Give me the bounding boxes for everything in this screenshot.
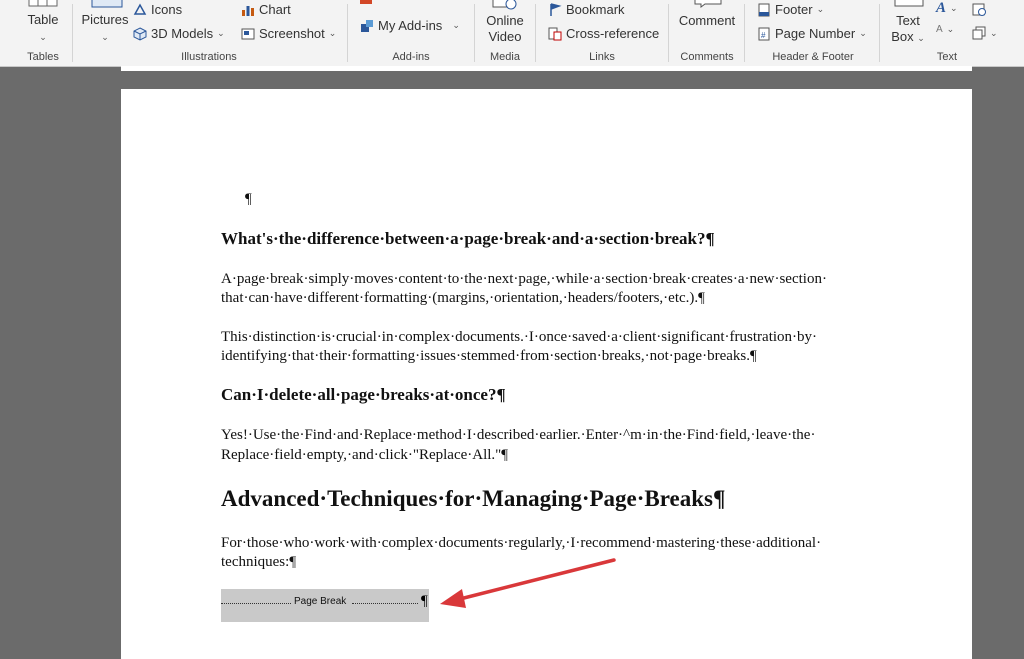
get-addins-icon bbox=[360, 0, 372, 4]
links-group bbox=[536, 0, 668, 66]
icons-button[interactable] bbox=[133, 2, 182, 17]
pictures-button[interactable] bbox=[79, 12, 131, 45]
page-number-icon bbox=[757, 27, 771, 41]
paragraph-line: For·those·who·work·with·complex·documents·regularly,·I·recommend·mastering·these·additional· bbox=[221, 535, 822, 551]
page-break-dotted-line bbox=[221, 603, 291, 604]
illustrations-group-label: Illustrations bbox=[181, 51, 237, 63]
comment-button[interactable] bbox=[673, 13, 741, 29]
ribbon-insert-tab bbox=[0, 0, 1024, 67]
empty-paragraph-mark: ¶ bbox=[245, 191, 252, 207]
comments-group-label: Comments bbox=[680, 51, 734, 63]
media-group bbox=[475, 0, 535, 66]
media-group-label: Media bbox=[490, 51, 520, 63]
object-icon bbox=[972, 26, 986, 40]
text-group bbox=[880, 0, 1024, 66]
addins-group bbox=[348, 0, 474, 66]
comments-group bbox=[669, 0, 744, 66]
page-number-label: Page Number bbox=[775, 26, 856, 41]
chevron-down-icon: ⌄ bbox=[917, 33, 925, 43]
header-footer-group-label: Header & Footer bbox=[772, 51, 854, 63]
text-box-button[interactable] bbox=[888, 13, 928, 46]
links-group-label: Links bbox=[589, 51, 615, 63]
text-label: Text bbox=[896, 13, 920, 28]
page-break-marker[interactable] bbox=[221, 589, 429, 622]
addins-icon bbox=[360, 19, 374, 33]
chevron-down-icon: ⌄ bbox=[452, 20, 460, 30]
wordart-icon: A bbox=[936, 0, 947, 16]
chevron-down-icon: ⌄ bbox=[950, 3, 958, 13]
paragraph-line: techniques:¶ bbox=[221, 554, 297, 570]
page-break-dotted-line bbox=[352, 603, 418, 604]
icons-icon bbox=[133, 3, 147, 17]
comment-icon bbox=[693, 0, 723, 8]
footer-button[interactable] bbox=[757, 2, 824, 17]
table-label: Table bbox=[27, 12, 59, 27]
paragraph-line: that·can·have·different·formatting·(margins,·orientation,·headers/footers,·etc.).¶ bbox=[221, 290, 705, 306]
cube-icon bbox=[133, 27, 147, 41]
wordart-button[interactable] bbox=[936, 0, 958, 17]
date-time-icon bbox=[972, 2, 986, 16]
chevron-down-icon: ⌄ bbox=[859, 28, 867, 38]
chevron-down-icon: ⌄ bbox=[39, 32, 47, 42]
table-icon bbox=[28, 0, 58, 8]
heading-delete-breaks: Can·I·delete·all·page·breaks·at·once?¶ bbox=[221, 385, 506, 404]
chevron-down-icon: ⌄ bbox=[328, 28, 337, 38]
screenshot-icon bbox=[241, 27, 255, 41]
page-number-button[interactable] bbox=[757, 26, 867, 41]
paragraph-line: Replace·field·empty,·and·click·"Replace·All."¶ bbox=[221, 447, 509, 463]
pictures-label: Pictures bbox=[81, 12, 129, 27]
3d-models-button[interactable] bbox=[133, 26, 225, 41]
online-video-icon bbox=[491, 0, 517, 10]
3d-models-label: 3D Models bbox=[151, 26, 214, 41]
illustrations-group bbox=[73, 0, 347, 66]
drop-cap-icon: A bbox=[936, 24, 943, 35]
video-label: Video bbox=[488, 29, 522, 44]
paragraph-line: A·page·break·simply·moves·content·to·the·next·page,·while·a·section·break·creates·a·new·section· bbox=[221, 271, 827, 287]
cross-reference-icon bbox=[548, 27, 562, 41]
page-break-label: Page Break bbox=[294, 596, 347, 607]
chart-button[interactable] bbox=[241, 2, 291, 17]
previous-page-edge bbox=[121, 66, 972, 71]
paragraph-line: identifying·that·their·formatting·issues·stemmed·from·section·breaks,·not·page·breaks.¶ bbox=[221, 348, 757, 364]
footer-label: Footer bbox=[775, 2, 813, 17]
text-box-icon bbox=[894, 0, 924, 8]
paragraph-line: Yes!·Use·the·Find·and·Replace·method·I·described·earlier.·Enter·^m·in·the·Find·field,·leave·the· bbox=[221, 427, 816, 443]
heading-advanced-techniques: Advanced·Techniques·for·Managing·Page·Breaks¶ bbox=[221, 486, 726, 511]
chevron-down-icon: ⌄ bbox=[946, 24, 955, 34]
date-time-button[interactable] bbox=[972, 2, 986, 16]
chevron-down-icon: ⌄ bbox=[217, 28, 225, 38]
text-group-label: Text bbox=[936, 51, 958, 63]
comment-label: Comment bbox=[678, 13, 736, 28]
chart-label: Chart bbox=[259, 2, 291, 17]
tables-group-label: Tables bbox=[27, 51, 59, 63]
pictures-icon bbox=[91, 0, 123, 9]
annotation-arrow-icon bbox=[430, 552, 624, 612]
bookmark-button[interactable] bbox=[548, 2, 625, 17]
cross-reference-label: Cross-reference bbox=[566, 26, 660, 41]
my-addins-button[interactable] bbox=[360, 18, 460, 33]
paragraph-line: This·distinction·is·crucial·in·complex·documents.·I·once·saved·a·client·significant·frustration·by· bbox=[221, 329, 818, 345]
screenshot-label: Screenshot bbox=[259, 26, 325, 41]
svg-text:#: # bbox=[761, 30, 766, 40]
screenshot-button[interactable] bbox=[241, 26, 336, 41]
online-label: Online bbox=[486, 13, 524, 28]
footer-icon bbox=[757, 3, 771, 17]
bookmark-icon bbox=[548, 3, 562, 17]
heading-difference: What's·the·difference·between·a·page·break·and·a·section·break?¶ bbox=[221, 229, 715, 248]
cross-reference-button[interactable] bbox=[548, 26, 659, 41]
chevron-down-icon: ⌄ bbox=[990, 27, 998, 38]
addins-group-label: Add-ins bbox=[392, 51, 430, 63]
my-addins-label: My Add-ins bbox=[378, 18, 443, 33]
chart-icon bbox=[241, 3, 255, 17]
chevron-down-icon: ⌄ bbox=[816, 4, 825, 14]
box-label: Box bbox=[891, 29, 914, 44]
online-video-button[interactable] bbox=[479, 13, 531, 45]
bookmark-label: Bookmark bbox=[566, 2, 625, 17]
table-button[interactable] bbox=[22, 12, 64, 45]
chevron-down-icon: ⌄ bbox=[101, 32, 109, 42]
tables-group bbox=[0, 0, 72, 66]
page-break-pilcrow: ¶ bbox=[421, 593, 428, 609]
object-button[interactable] bbox=[972, 26, 998, 40]
drop-cap-button[interactable] bbox=[936, 24, 954, 35]
header-footer-group bbox=[745, 0, 879, 66]
icons-label: Icons bbox=[151, 2, 183, 17]
